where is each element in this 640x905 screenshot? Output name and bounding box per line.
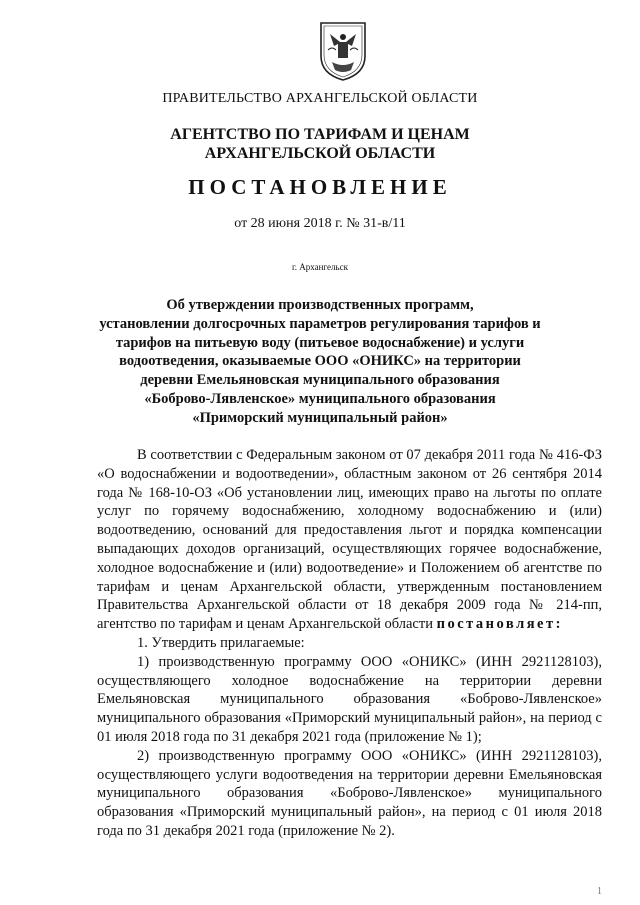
agency-name xyxy=(0,125,640,163)
subject-line: «Боброво-Лявленское» муниципального образования xyxy=(144,390,496,407)
preamble-paragraph xyxy=(97,446,602,634)
sub-item-1: 1) производственную программу ООО «ОНИКС» (ИНН 2921128103), осуществляющего холодное водоснабжение на территории деревни Емельяновская муниципального образования «Боброво-Лявленское» муниципального образования «Приморский муниципальный район», на период с 01 июля 2018 года по 31 декабря 2021 года (приложение № 1); xyxy=(97,653,602,745)
decree-body xyxy=(97,446,602,841)
subject-line: «Приморский муниципальный район» xyxy=(192,409,448,426)
page-number: 1 xyxy=(597,886,602,897)
subject-line: тарифов на питьевую воду (питьевое водоснабжение) и услуги xyxy=(115,334,525,351)
sub-item-2: 2) производственную программу ООО «ОНИКС» (ИНН 2921128103), осуществляющего услуги водоотведения на территории деревни Емельяновская муниципального образования «Боброво-Лявленское» муниципального образования «Приморский муниципальный район», на период с 01 июля 2018 года по 31 декабря 2021 года (приложение № 2). xyxy=(97,747,602,839)
document-type-title: ПОСТАНОВЛЕНИЕ xyxy=(188,175,452,199)
preamble-text: В соответствии с Федеральным законом от 07 декабря 2011 года № 416-ФЗ «О водоснабжении и водоотведении», областным законом от 26 сентября 2014 года № 168-10-ОЗ «Об установлении лиц, имеющих право на льготы по оплате услуг по горячему водоснабжению, холодному водоснабжению и (или) водоотведению, оснований для предоставления льгот и порядка компенсации выпадающих доходов организаций, осуществляющих горячее водоснабжение, холодное водоснабжение и (или) водоотведение» и Положением об агентстве по тарифам и ценам Архангельской области, утвержденным постановлением Правительства Архангельской области от 18 декабря 2009 года № 214-пп, агентство по тарифам и ценам Архангельской области xyxy=(97,447,602,633)
subject-line: водоотведения, оказываемые ООО «ОНИКС» на территории xyxy=(119,353,521,370)
government-name: ПРАВИТЕЛЬСТВО АРХАНГЕЛЬСКОЙ ОБЛАСТИ xyxy=(162,91,478,106)
decree-word: постановляет: xyxy=(436,616,563,633)
agency-name-line1: АГЕНТСТВО ПО ТАРИФАМ И ЦЕНАМ xyxy=(170,126,470,143)
decree-date-number: от 28 июня 2018 г. № 31-в/11 xyxy=(234,216,406,231)
decree-subject-title xyxy=(0,296,640,428)
subject-line: Об утверждении производственных программ, xyxy=(166,297,474,313)
subject-line: деревни Емельяновская муниципального образования xyxy=(140,372,500,389)
subject-line: установлении долгосрочных параметров регулирования тарифов и xyxy=(99,315,541,332)
item-1: 1. Утвердить прилагаемые: xyxy=(137,634,305,651)
coat-of-arms-emblem xyxy=(318,20,368,82)
agency-name-line2: АРХАНГЕЛЬСКОЙ ОБЛАСТИ xyxy=(204,145,436,162)
city-name: г. Архангельск xyxy=(292,262,348,272)
